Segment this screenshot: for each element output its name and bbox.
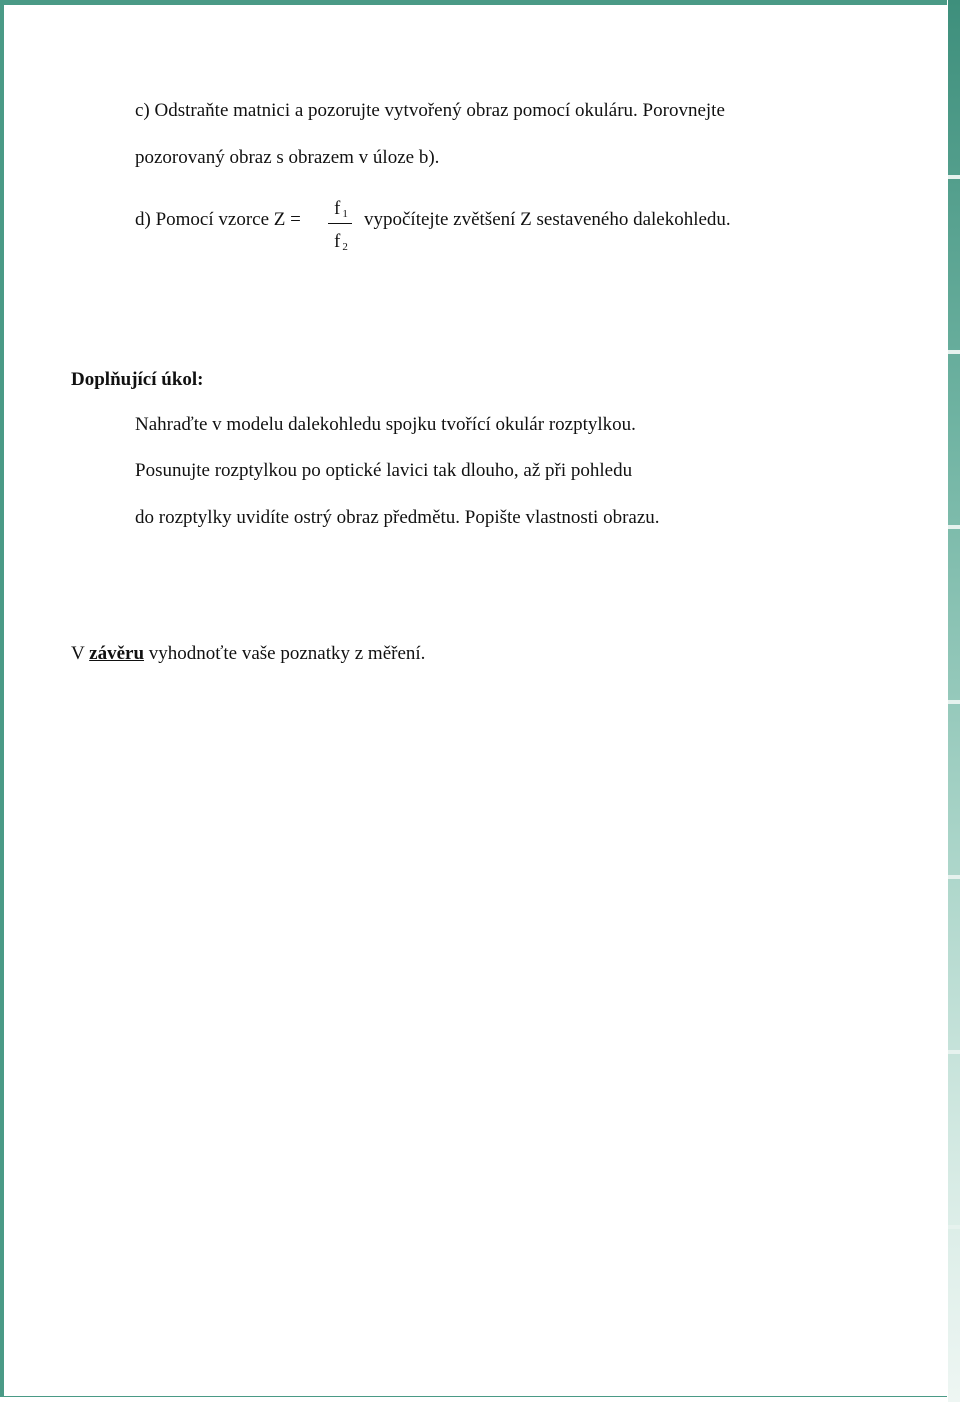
task-d-prefix: d) Pomocí vzorce Z = xyxy=(135,209,301,230)
fraction xyxy=(328,198,354,258)
conclusion-emphasis: závěru xyxy=(89,643,145,664)
fraction-numerator: f $_1$ xyxy=(334,198,348,220)
task-c-line-1: c) Odstraňte matnici a pozorujte vytvořený obraz pomocí okuláru. Porovnejte xyxy=(135,100,725,121)
fraction-denominator: f $_2$ xyxy=(334,231,348,253)
side-decoration xyxy=(948,0,960,1402)
fraction-bar xyxy=(328,223,352,224)
task-d-suffix: vypočítejte zvětšení Z sestaveného dalekohledu. xyxy=(364,209,731,230)
extra-task-line-2: Posunujte rozptylkou po optické lavici tak dlouho, až při pohledu xyxy=(135,460,633,481)
extra-task-line-3: do rozptylky uvidíte ostrý obraz předmětu. Popište vlastnosti obrazu. xyxy=(135,507,660,528)
extra-task-heading: Doplňující úkol: xyxy=(71,369,204,390)
extra-task-line-1: Nahraďte v modelu dalekohledu spojku tvořící okulár rozptylkou. xyxy=(135,414,636,435)
conclusion: V závěru vyhodnoťte vaše poznatky z měření. xyxy=(71,643,426,664)
task-c-line-2: pozorovaný obraz s obrazem v úloze b). xyxy=(135,147,440,168)
